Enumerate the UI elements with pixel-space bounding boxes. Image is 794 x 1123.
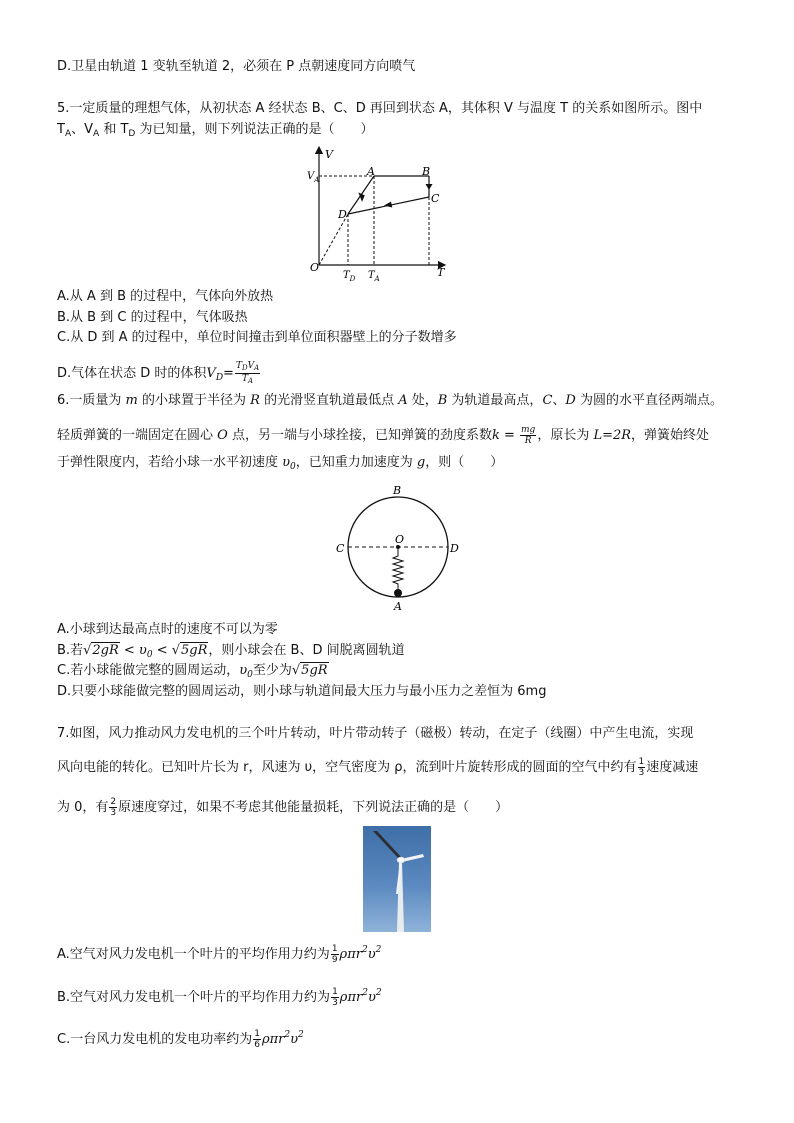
q6-label-c: C: [336, 542, 345, 555]
q5-label-td: $T_D$: [343, 270, 356, 283]
q5-option-d: [57, 361, 261, 386]
q5-label-a: A: [367, 165, 375, 178]
q6-label-o: O: [395, 533, 405, 546]
q5-label-d: D: [338, 208, 347, 221]
q7-option-a: A.空气对风力发电机一个叶片的平均作用力约为 $\frac{1}{9}$ $\rho\pi r^2\upsilon^2$: [57, 944, 382, 965]
q6-label-b: B: [393, 484, 402, 497]
q5-option-d-fraction: $\frac{T_DV_A}{T_A}$: [235, 361, 260, 385]
wind-turbine-photo: [363, 826, 431, 932]
q4-option-d-text: 卫星由轨道 1 变轨至轨道 2，必须在 P 点朝速度同方向喷气: [71, 59, 416, 74]
q5-ta-symbol: T: [57, 122, 65, 137]
q7-stem-line3: 为 0，有 $\frac{2}{3}$ 原速度穿过，如果不考虑其他能量损耗，下列说法正确的是（ ）: [57, 797, 509, 818]
q6-spring: [393, 549, 403, 592]
q5-label-v: V: [325, 148, 333, 161]
q5-option-c: C.从 D 到 A 的过程中，单位时间撞击到单位面积器壁上的分子数增多: [57, 330, 457, 345]
q4-option-d-label: D.: [57, 59, 72, 74]
q5-label-ta: $T_A$: [368, 270, 380, 283]
q6-label-a: A: [394, 600, 402, 613]
q6-stem-line2: 轻质弹簧的一端固定在圆心 O 点，另一端与小球拴接，已知弹簧的劲度系数k = $\frac{mg}{R}$ ，原长为 L=2R，弹簧始终处: [57, 425, 710, 446]
q6-circle-diagram: [330, 484, 470, 616]
q5-dashed-origin-d: [319, 214, 348, 265]
q5-stem-rest: 为已知量，则下列说法正确的是（ ）: [135, 122, 374, 137]
q5-stem-line2: [57, 122, 374, 142]
q5-label-t: T: [437, 266, 445, 279]
turbine-hub: [397, 857, 405, 863]
q5-option-a: A.从 A 到 B 的过程中，气体向外放热: [57, 289, 274, 304]
q6-option-c: C.若小球能做完整的圆周运动，$\upsilon_0$至少为√5gR: [57, 663, 328, 680]
q7-stem-line2: 风向电能的转化。已知叶片长为 r，风速为 υ，空气密度为 ρ，流到叶片旋转形成的圆面的空气中约有 $\frac{1}{3}$ 速度减速: [57, 757, 699, 778]
q5-option-d-eq: =: [223, 366, 234, 381]
q4-option-d: [57, 59, 415, 75]
q7-stem-line1: 7.如图，风力推动风力发电机的三个叶片转动，叶片带动转子（磁极）转动，在定子（线圈）中产生电流，实现: [57, 726, 694, 741]
q5-ta-sub: A: [64, 129, 72, 139]
q6-option-a: A.小球到达最高点时的速度不可以为零: [57, 622, 278, 637]
q5-va-sub: A: [93, 129, 100, 139]
q5-option-d-text: D.气体在状态 D 时的体积: [57, 366, 207, 381]
q5-label-va: $V_A$: [307, 171, 320, 184]
q5-arrow-bc: [426, 184, 433, 190]
q6-stem-line3: 于弹性限度内，若给小球一水平初速度 $\upsilon_0$，已知重力加速度为 g，则（ ）: [57, 455, 504, 472]
q5-td-symbol: 和 T: [99, 122, 129, 137]
q6-stem-line1: 6.一质量为 m 的小球置于半径为 R 的光滑竖直轨道最低点 A 处，B 为轨道最高点，C、D 为圆的水平直径两端点。: [57, 393, 723, 408]
q7-option-c: C.一台风力发电机的发电功率约为 $\frac{1}{6}$ $\rho\pi r^2\upsilon^2$: [57, 1029, 304, 1050]
q6-option-b: B.若$√2gR < \upsilon_0 < √5gR$，则小球会在 B、D 间脱离圆轨道: [57, 643, 405, 660]
q5-label-o: O: [310, 261, 320, 274]
q7-option-b: B.空气对风力发电机一个叶片的平均作用力约为 $\frac{1}{3}$ $\rho\pi r^2\upsilon^2$: [57, 987, 382, 1008]
q5-va-symbol: 、V: [71, 122, 94, 137]
q5-option-d-lhs-sub: D: [215, 373, 224, 383]
q5-vt-diagram: [300, 144, 460, 284]
q5-option-b: B.从 B 到 C 的过程中，气体吸热: [57, 310, 248, 325]
q6-label-d: D: [450, 542, 459, 555]
q5-option-d-lhs: V: [206, 366, 216, 381]
q5-label-b: B: [422, 165, 431, 178]
q6-ball: [394, 589, 402, 597]
q5-td-sub: D: [128, 129, 136, 139]
q5-label-c: C: [431, 192, 440, 205]
q6-option-d: D.只要小球能做完整的圆周运动，则小球与轨道间最大压力与最小压力之差恒为 6mg: [57, 684, 547, 699]
q5-stem-line1: 5.一定质量的理想气体，从初状态 A 经状态 B、C、D 再回到状态 A，其体积 V 与温度 T 的关系如图所示。图中: [57, 101, 703, 116]
